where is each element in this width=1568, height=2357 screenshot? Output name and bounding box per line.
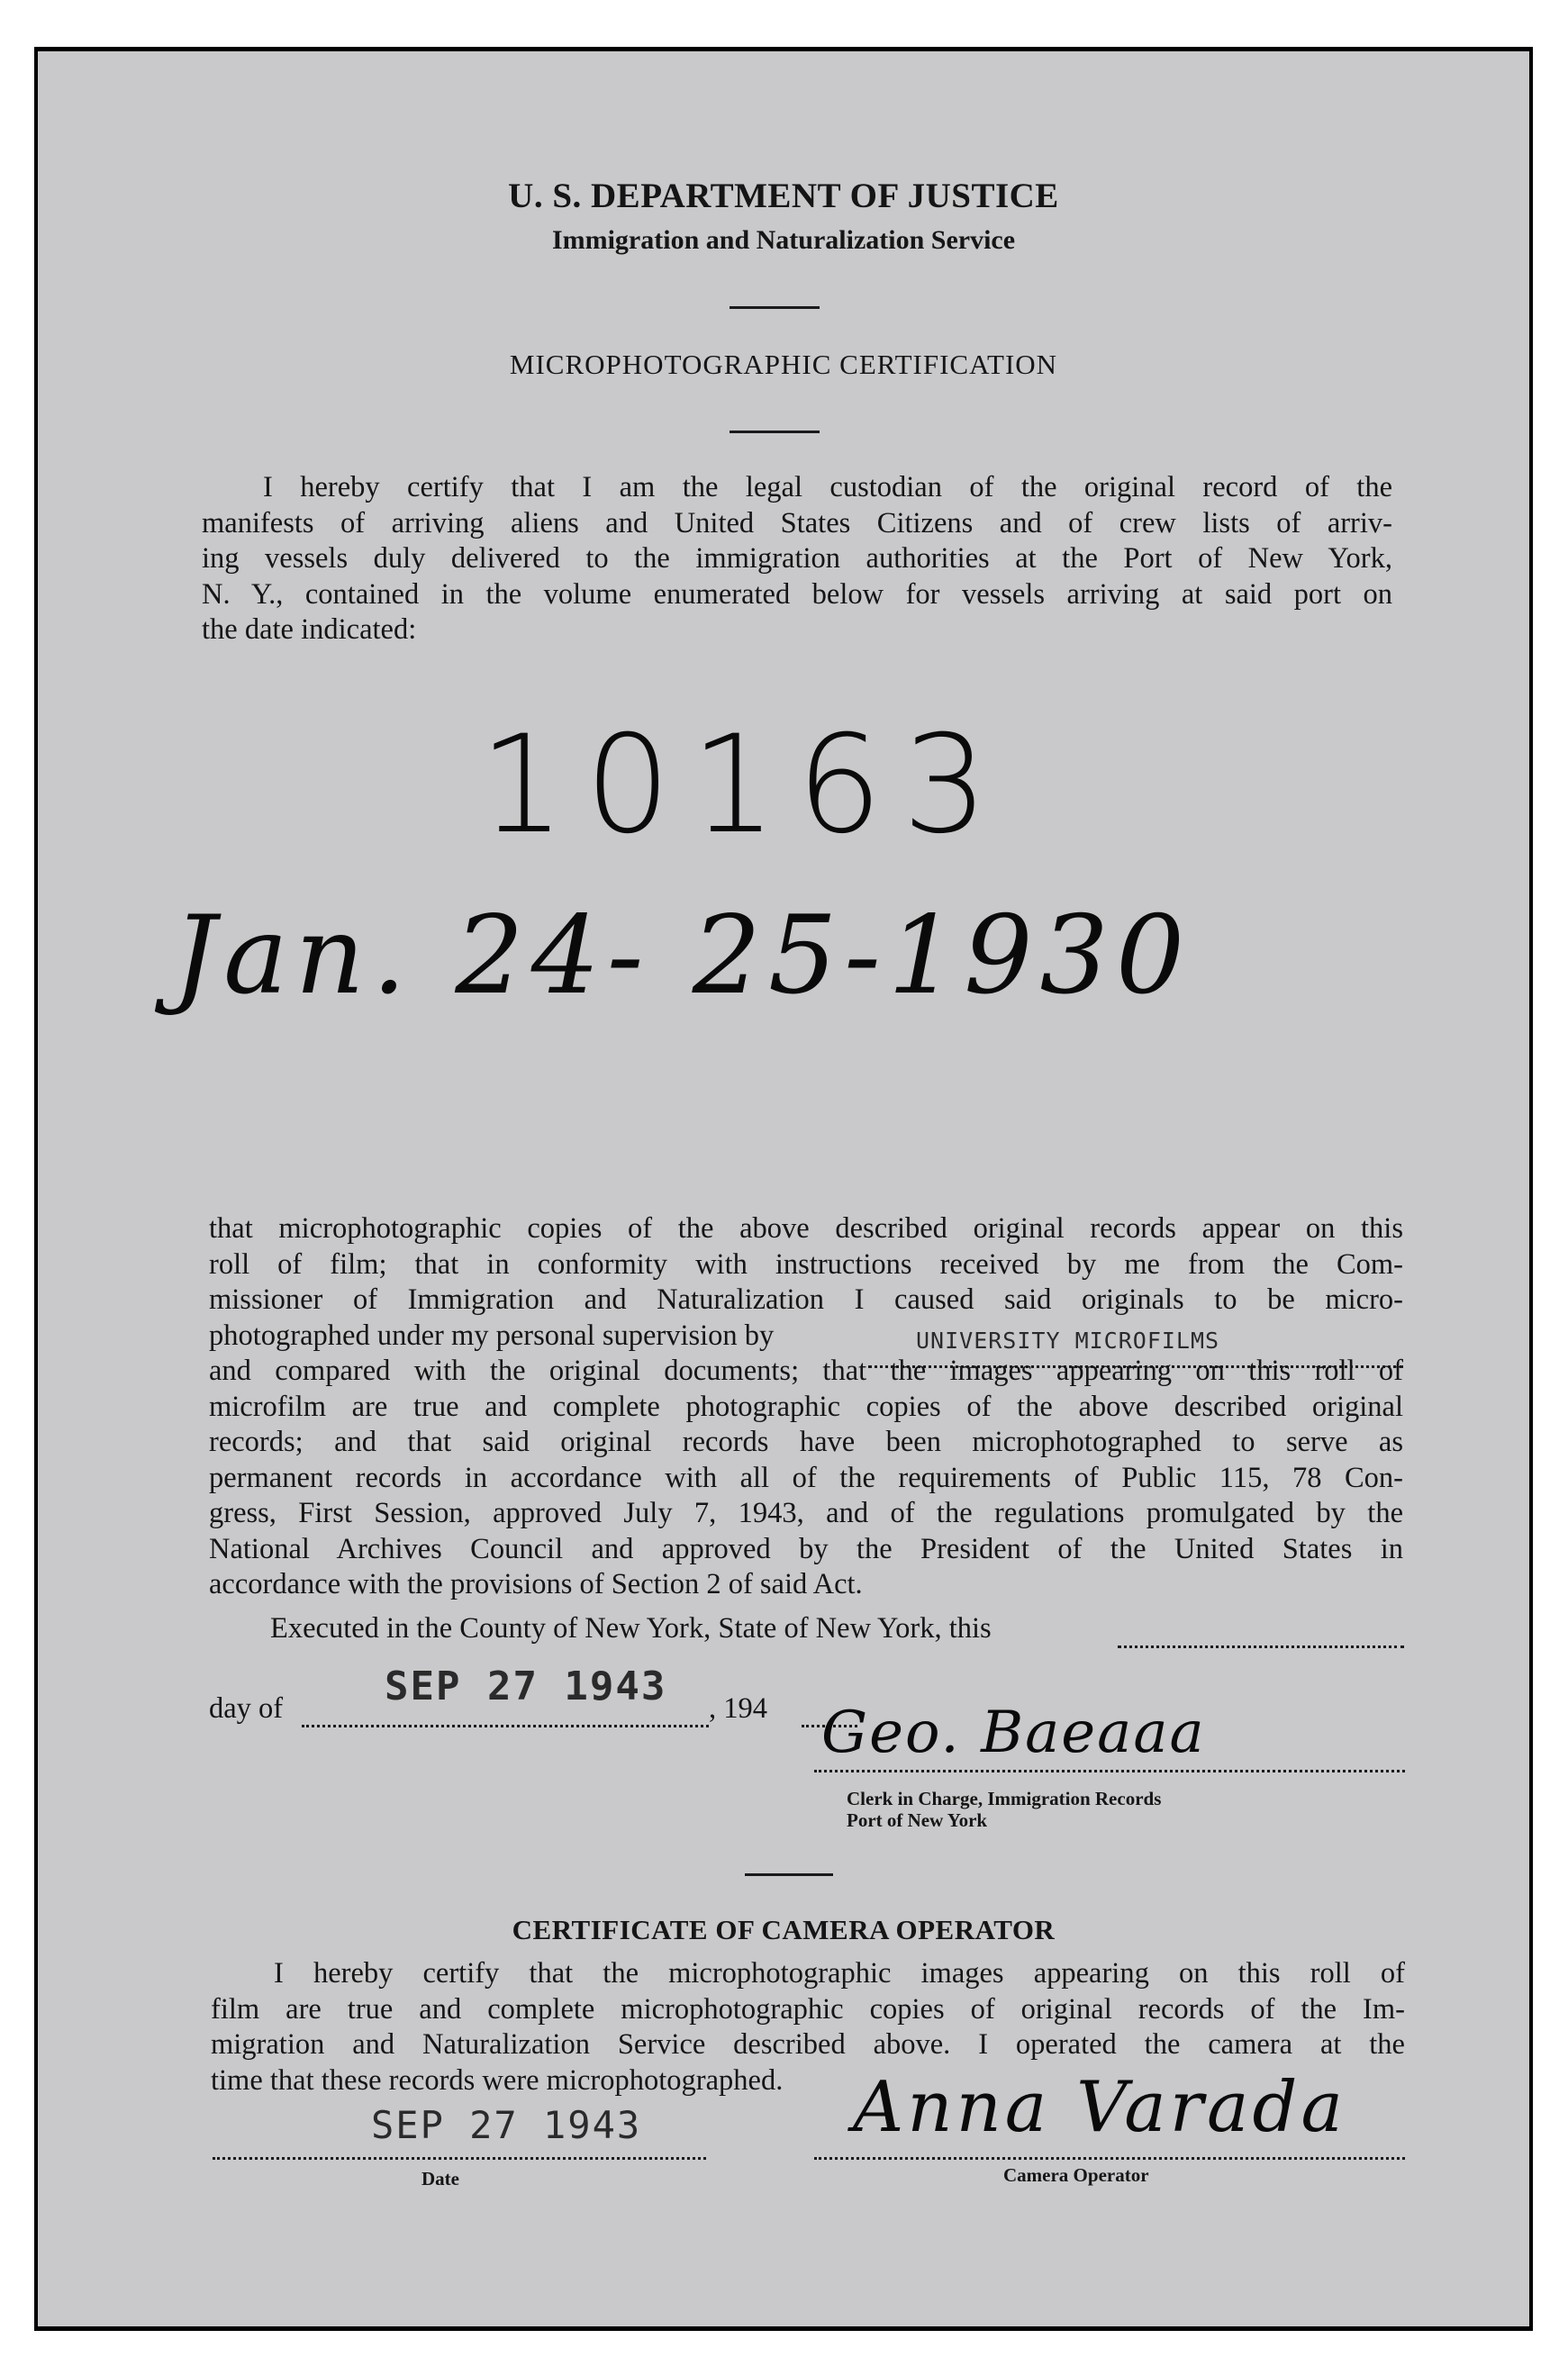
body-line: microfilm are true and complete photographic copies of the above described original	[209, 1390, 1403, 1423]
intro-line: the date indicated:	[202, 613, 417, 646]
execution-date-stamp: SEP 27 1943	[385, 1663, 667, 1709]
body-line: permanent records in accordance with all of the requirements of Public 115, 78 Con-	[209, 1461, 1403, 1494]
year-label: , 194	[709, 1692, 767, 1725]
operator-caption: Camera Operator	[1003, 2164, 1149, 2186]
body-line: gress, First Session, approved July 7, 1943, and of the regulations promulgated by the	[209, 1497, 1403, 1529]
service-subheading: Immigration and Naturalization Service	[551, 225, 1016, 255]
title-divider	[730, 431, 820, 433]
body-line: records; and that said original records have been microphotographed to serve as	[209, 1426, 1403, 1458]
camera-line: film are true and complete microphotographic copies of original records of the Im-	[211, 1992, 1405, 2026]
header-divider	[730, 306, 820, 309]
camera-line: time that these records were microphotographed.	[211, 2063, 784, 2097]
intro-paragraph	[202, 470, 1392, 648]
body-paragraph	[209, 1211, 1403, 1603]
clerk-caption	[847, 1788, 1161, 1831]
department-heading: U. S. DEPARTMENT OF JUSTICE	[508, 177, 1059, 215]
clerk-caption-line: Clerk in Charge, Immigration Records	[847, 1788, 1162, 1809]
date-dotted-line	[213, 2157, 706, 2160]
body-line: photographed under my personal supervision by	[209, 1319, 775, 1352]
clerk-caption-line: Port of New York	[847, 1809, 988, 1831]
body-line: and compared with the original documents; that the images appearing on this roll of	[209, 1355, 1403, 1387]
supervisor-dotted-line	[868, 1365, 1403, 1368]
intro-line: N. Y., contained in the volume enumerated below for vessels arriving at said port on	[202, 577, 1392, 611]
section-divider	[745, 1873, 833, 1876]
certificate-page	[38, 51, 1529, 2326]
operator-signature-line	[814, 2157, 1405, 2160]
body-line: accordance with the provisions of Section 2 of said Act.	[209, 1568, 863, 1600]
operator-signature: Anna Varada	[853, 2067, 1346, 2148]
clerk-signature-line	[814, 1770, 1405, 1772]
intro-line: manifests of arriving aliens and United States Citizens and of crew lists of arriv-	[202, 506, 1392, 539]
handwritten-volume-number: 10163	[479, 707, 1009, 864]
body-line: missioner of Immigration and Naturalization I caused said originals to be micro-	[209, 1283, 1403, 1316]
intro-line: I hereby certify that I am the legal custodian of the original record of the	[263, 471, 1392, 503]
date-caption: Date	[421, 2168, 459, 2189]
camera-certificate-title: CERTIFICATE OF CAMERA OPERATOR	[512, 1914, 1056, 1945]
body-line: roll of film; that in conformity with instructions received by me from the Com-	[209, 1247, 1403, 1281]
camera-line: I hereby certify that the microphotographic images appearing on this roll of	[274, 1957, 1405, 1990]
day-of-label: day of	[209, 1692, 284, 1725]
camera-date-stamp: SEP 27 1943	[371, 2103, 642, 2147]
executed-dotted-line	[1118, 1645, 1404, 1648]
body-line: that microphotographic copies of the above described original records appear on this	[209, 1212, 1403, 1245]
camera-line: migration and Naturalization Service described above. I operated the camera at the	[211, 2028, 1405, 2061]
intro-line: ing vessels duly delivered to the immigration authorities at the Port of New York,	[202, 542, 1392, 575]
day-dotted-line	[302, 1725, 709, 1727]
clerk-signature: Geo. Baeaaa	[821, 1700, 1206, 1766]
handwritten-date-range: Jan. 24- 25-1930	[173, 893, 1192, 1019]
executed-text: Executed in the County of New York, State of New York, this	[270, 1612, 992, 1645]
certification-title: MICROPHOTOGRAPHIC CERTIFICATION	[509, 349, 1058, 380]
body-line: National Archives Council and approved by the President of the United States in	[209, 1532, 1403, 1565]
supervisor-stamp: UNIVERSITY MICROFILMS	[916, 1328, 1220, 1354]
